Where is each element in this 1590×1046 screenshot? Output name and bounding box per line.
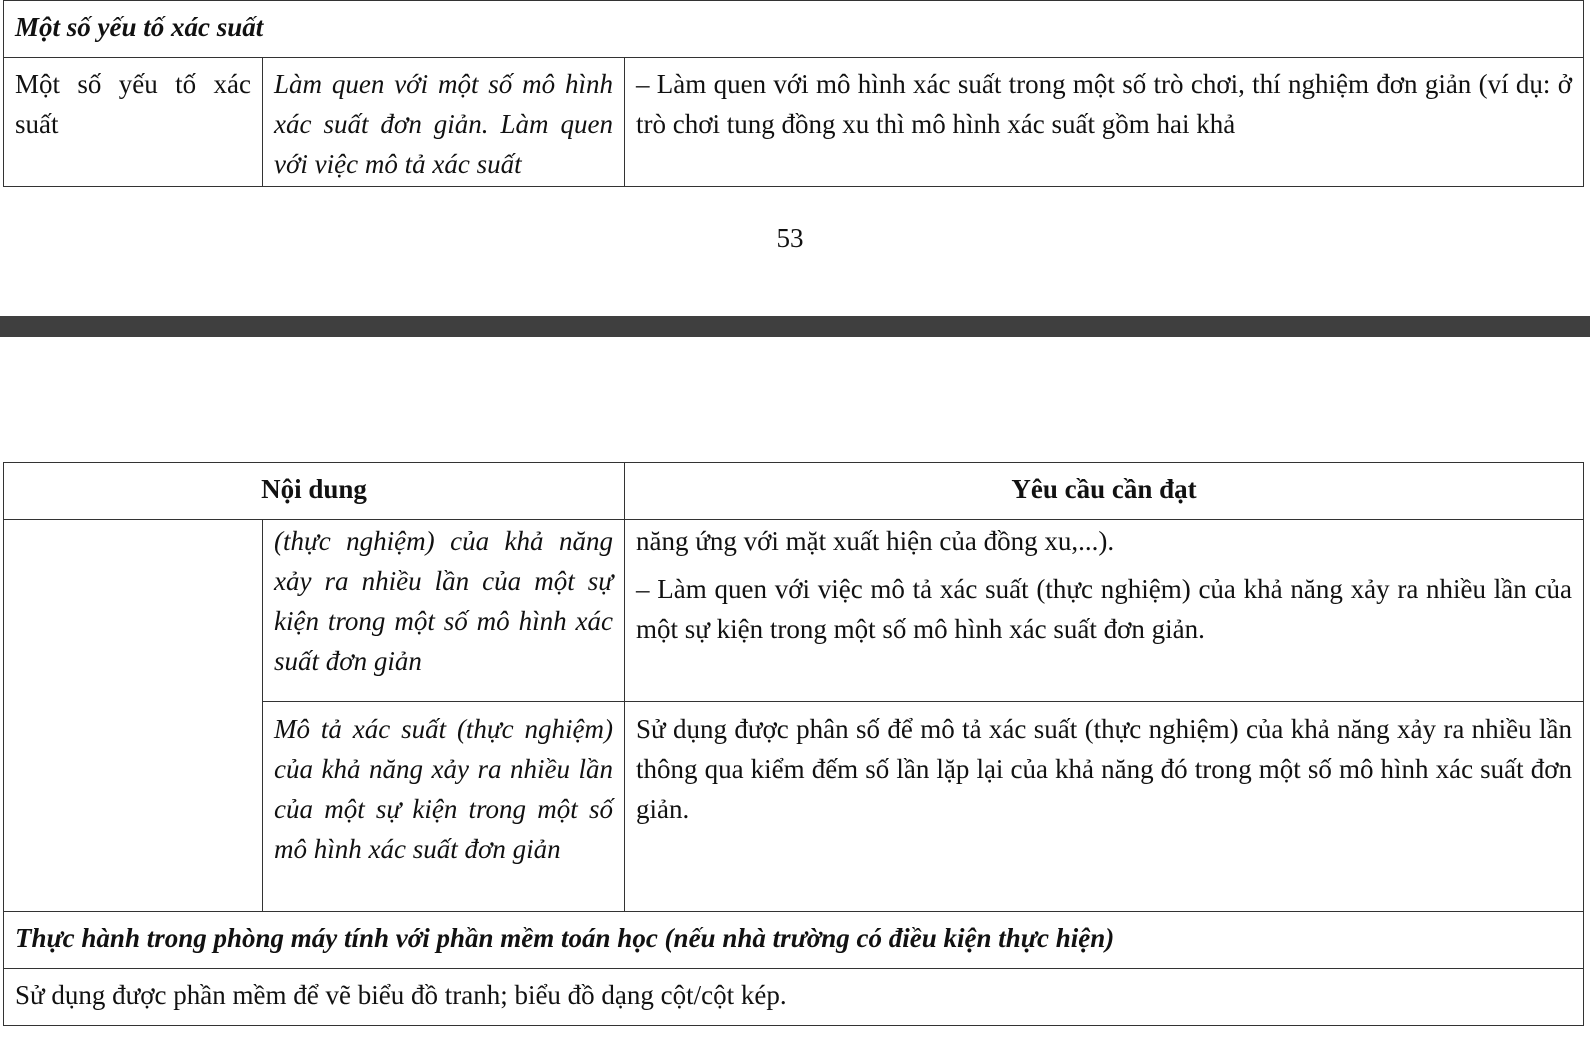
practice-text: Sử dụng được phần mềm để vẽ biểu đồ tranh; biểu đồ dạng cột/cột kép. [4, 969, 1584, 1026]
header-row [4, 463, 1584, 520]
practice-title: Thực hành trong phòng máy tính với phần mềm toán học (nếu nhà trường có điều kiện thực hiện) [4, 912, 1584, 969]
table-row [4, 58, 1584, 187]
requirement-cell: Sử dụng được phân số để mô tả xác suất (thực nghiệm) của khả năng xảy ra nhiều lần thông qua kiểm đếm số lần lặp lại của khả năng đó trong một số mô hình xác suất đơn giản. [625, 702, 1584, 912]
requirement-cell: – Làm quen với mô hình xác suất trong một số trò chơi, thí nghiệm đơn giản (ví dụ: ở trò chơi tung đồng xu thì mô hình xác suất gồm hai khả [625, 58, 1584, 187]
topic-cell: Một số yếu tố xác suất [4, 58, 263, 187]
topic-cell-empty [4, 520, 263, 912]
content-cell: Mô tả xác suất (thực nghiệm) của khả năng xảy ra nhiều lần của một sự kiện trong một số mô hình xác suất đơn giản [263, 702, 625, 912]
requirement-cell [625, 520, 1584, 702]
table-row [4, 520, 1584, 702]
page-number: 53 [776, 223, 804, 253]
practice-row [4, 969, 1584, 1026]
requirement-item: – Làm quen với việc mô tả xác suất (thực nghiệm) của khả năng xảy ra nhiều lần của một sự kiện trong một số mô hình xác suất đơn giản. [636, 574, 1572, 644]
content-cell: Làm quen với một số mô hình xác suất đơn giản. Làm quen với việc mô tả xác suất [263, 58, 625, 187]
page-separator [0, 316, 1590, 337]
practice-title-row [4, 912, 1584, 969]
section-title: Một số yếu tố xác suất [4, 1, 1584, 58]
header-content: Nội dung [4, 463, 625, 520]
table-page-53 [3, 0, 1584, 187]
section-title-row [4, 1, 1584, 58]
table-page-54 [3, 462, 1584, 1026]
requirement-continuation: năng ứng với mặt xuất hiện của đồng xu,...). [636, 526, 1115, 556]
header-requirements: Yêu cầu cần đạt [625, 463, 1584, 520]
content-cell: (thực nghiệm) của khả năng xảy ra nhiều lần của một sự kiện trong một số mô hình xác suất đơn giản [263, 520, 625, 702]
